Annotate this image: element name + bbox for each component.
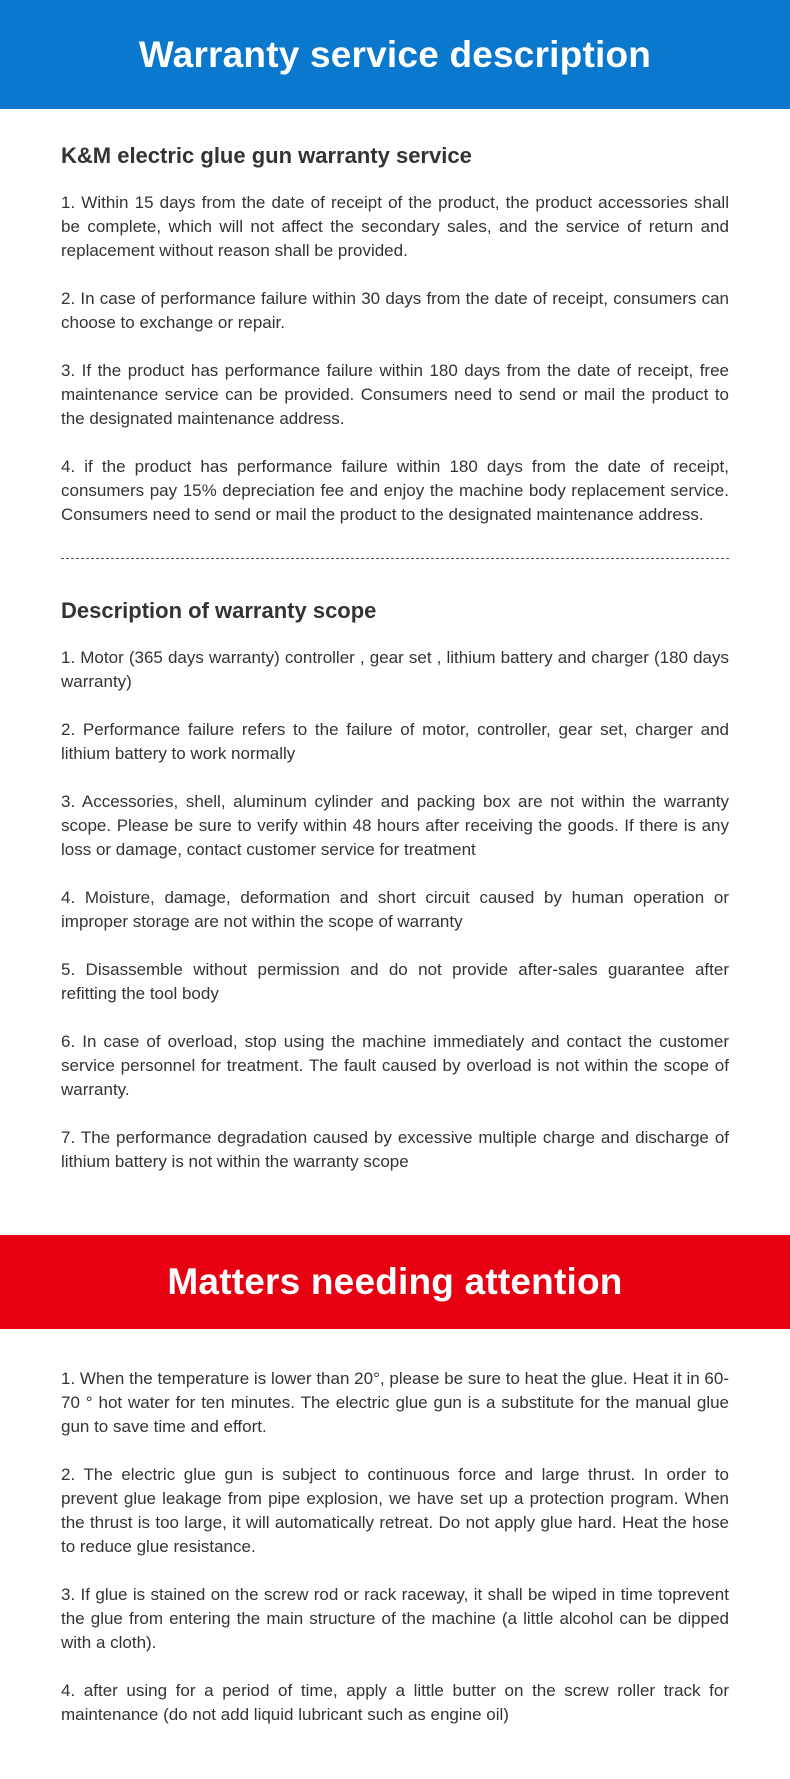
warranty-scope-heading: Description of warranty scope: [61, 598, 377, 623]
list-item: 3. Accessories, shell, aluminum cylinder and packing box are not within the warranty scope. Please be sure to verify within 48 hours after receiving the goods. If there is any loss or damage, contact customer service for treatment: [61, 792, 729, 859]
list-item: 7. The performance degradation caused by excessive multiple charge and discharge of lithium battery is not within the warranty scope: [61, 1128, 729, 1171]
warranty-scope-section: [0, 559, 790, 1174]
warranty-service-section: [0, 109, 790, 559]
warranty-service-heading: K&M electric glue gun warranty service: [61, 143, 472, 168]
list-item: 4. if the product has performance failure within 180 days from the date of receipt, consumers pay 15% depreciation fee and enjoy the machine body replacement service. Consumers need to send or mail the product to the designated maintenance address.: [61, 457, 729, 524]
attention-banner-title: Matters needing attention: [167, 1261, 623, 1302]
list-item: 5. Disassemble without permission and do not provide after-sales guarantee after refitting the tool body: [61, 960, 729, 1003]
list-item: 6. In case of overload, stop using the machine immediately and contact the customer service personnel for treatment. The fault caused by overload is not within the scope of warranty.: [61, 1032, 729, 1099]
list-item: 4. Moisture, damage, deformation and short circuit caused by human operation or improper storage are not within the scope of warranty: [61, 888, 729, 931]
list-item: 2. The electric glue gun is subject to continuous force and large thrust. In order to prevent glue leakage from pipe explosion, we have set up a protection program. When the thrust is too large, it will automatically retreat. Do not apply glue hard. Heat the hose to reduce glue resistance.: [61, 1465, 729, 1556]
list-item: 1. Within 15 days from the date of receipt of the product, the product accessories shall be complete, which will not affect the secondary sales, and the service of return and replacement without reason shall be provided.: [61, 193, 729, 260]
list-item: 4. after using for a period of time, apply a little butter on the screw roller track for maintenance (do not add liquid lubricant such as engine oil): [61, 1681, 729, 1724]
list-item: 2. Performance failure refers to the failure of motor, controller, gear set, charger and lithium battery to work normally: [61, 720, 729, 763]
attention-list: [61, 1367, 729, 1727]
list-item: 3. If glue is stained on the screw rod or rack raceway, it shall be wiped in time toprevent the glue from entering the main structure of the machine (a little alcohol can be dipped with a cloth).: [61, 1585, 729, 1652]
attention-banner: [0, 1235, 790, 1329]
list-item: 2. In case of performance failure within 30 days from the date of receipt, consumers can choose to exchange or repair.: [61, 289, 729, 332]
attention-section: [0, 1367, 790, 1727]
list-item: 1. Motor (365 days warranty) controller , gear set , lithium battery and charger (180 days warranty): [61, 648, 729, 691]
warranty-service-list: [61, 191, 729, 527]
warranty-scope-list: [61, 646, 729, 1174]
warranty-banner: [0, 0, 790, 109]
list-item: 3. If the product has performance failure within 180 days from the date of receipt, free maintenance service can be provided. Consumers need to send or mail the product to the designated maintenance address.: [61, 361, 729, 428]
warranty-banner-title: Warranty service description: [138, 33, 652, 75]
list-item: 1. When the temperature is lower than 20°, please be sure to heat the glue. Heat it in 60-70 ° hot water for ten minutes. The electric glue gun is a substitute for the manual glue gun to save time and effort.: [61, 1369, 729, 1436]
